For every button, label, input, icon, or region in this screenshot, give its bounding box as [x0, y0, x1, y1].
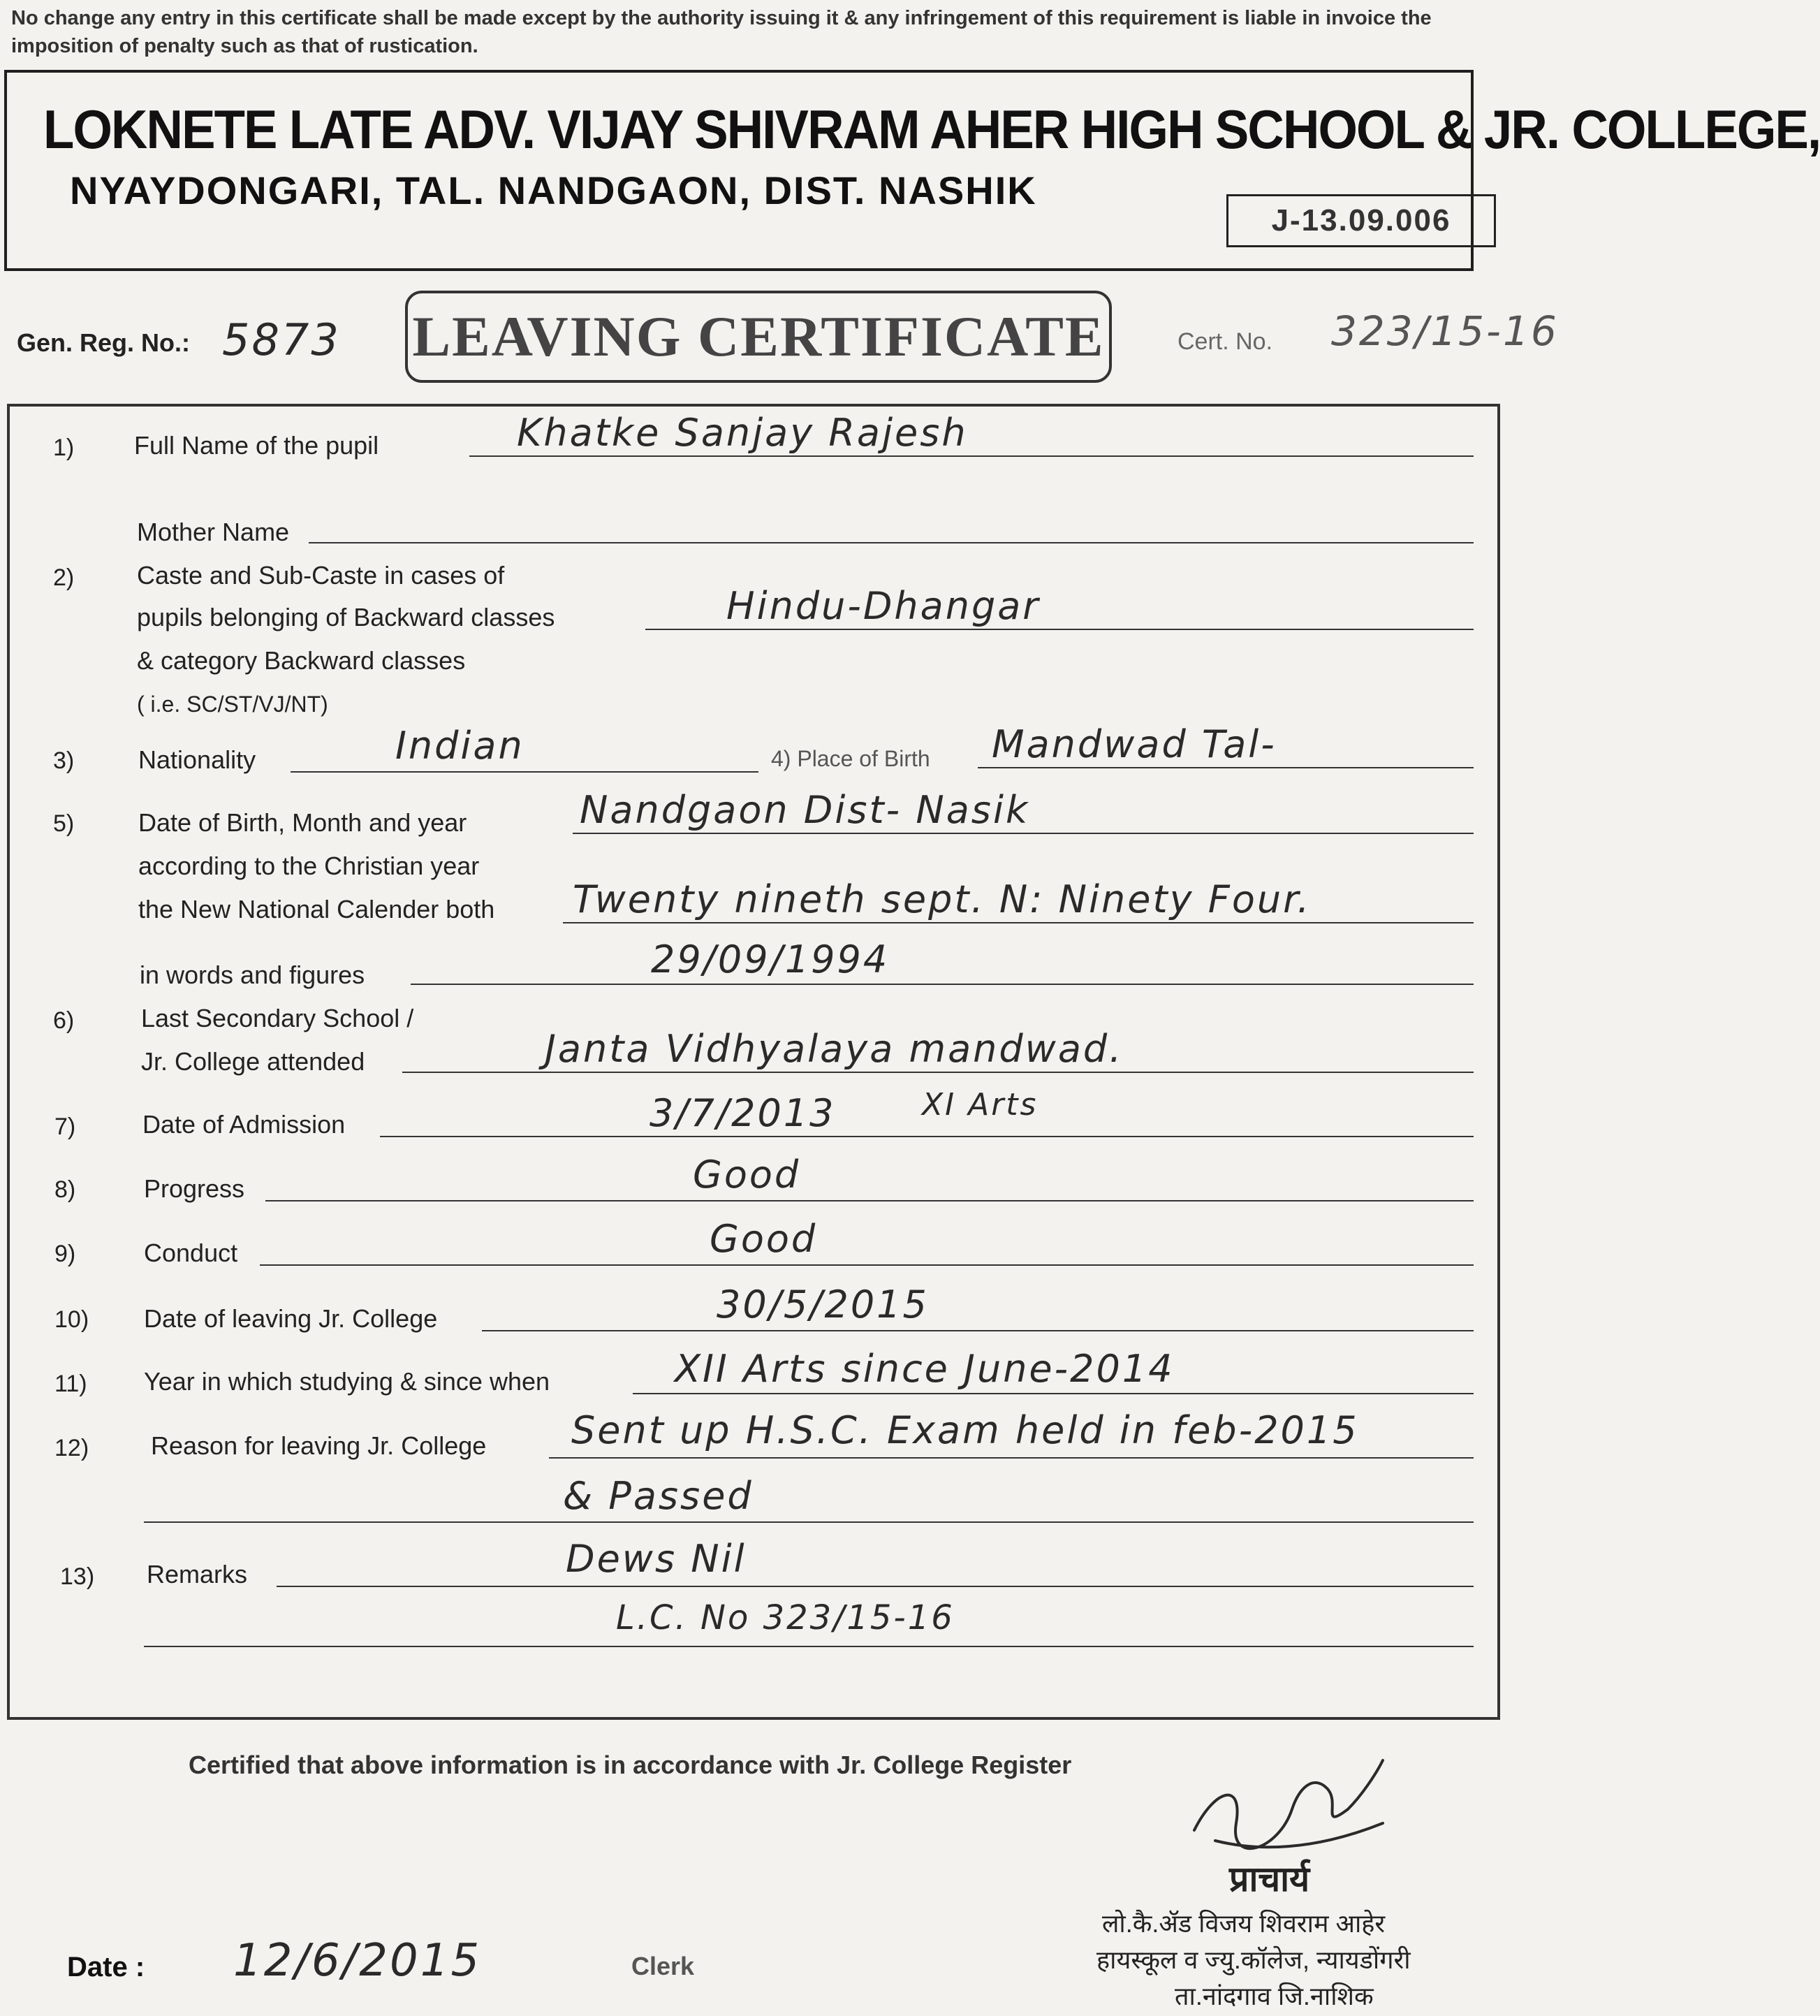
leaving-date-line [482, 1330, 1474, 1331]
field-number: 10) [54, 1306, 89, 1333]
reason-line [549, 1457, 1474, 1459]
dob-figures-value: 29/09/1994 [651, 937, 890, 981]
dob-words-line [563, 922, 1474, 923]
last-school-label-line2: Jr. College attended [141, 1047, 365, 1076]
progress-value: Good [693, 1153, 801, 1197]
dob-label-line3: the New National Calender both [138, 895, 495, 923]
field-number: 5) [53, 810, 75, 837]
field-number: 12) [54, 1435, 89, 1461]
year-studying-label: Year in which studying & since when [144, 1367, 550, 1396]
mother-name-label: Mother Name [137, 518, 290, 546]
last-school-line [402, 1072, 1474, 1073]
full-name-label: Full Name of the pupil [134, 431, 379, 460]
conduct-value: Good [710, 1217, 818, 1261]
cert-no-value: 323/15-16 [1331, 307, 1559, 355]
mother-name-line [309, 542, 1474, 543]
place-of-birth-value: Mandwad Tal- [992, 722, 1277, 766]
progress-label: Progress [144, 1174, 245, 1203]
gen-reg-value: 5873 [222, 314, 341, 365]
admission-label: Date of Admission [142, 1110, 346, 1139]
principal-signature [1173, 1746, 1404, 1865]
reason-value: Sent up H.S.C. Exam held in feb-2015 [571, 1408, 1359, 1452]
nationality-value: Indian [395, 724, 524, 768]
nationality-label: Nationality [138, 745, 256, 774]
remarks-line [277, 1586, 1474, 1587]
caste-label-line1: Caste and Sub-Caste in cases of [137, 561, 505, 590]
dob-label-line1: Date of Birth, Month and year [138, 808, 467, 837]
date-value: 12/6/2015 [233, 1935, 482, 1987]
stamp-line-3: ता.नांदगाव जि.नाशिक [1175, 1982, 1374, 2010]
field-number: 7) [54, 1113, 76, 1140]
year-studying-value: XII Arts since June-2014 [675, 1347, 1175, 1391]
leaving-date-label: Date of leaving Jr. College [144, 1304, 438, 1333]
field-number: 11) [54, 1371, 87, 1397]
stamp-title: प्राचार्य [1229, 1860, 1310, 1899]
caste-line [645, 629, 1474, 630]
cert-no-label: Cert. No. [1177, 328, 1273, 355]
date-label: Date : [67, 1952, 145, 1982]
reason-value-2: & Passed [563, 1474, 754, 1518]
place-of-birth-label: 4) Place of Birth [771, 746, 930, 771]
last-school-label-line1: Last Secondary School / [141, 1004, 414, 1032]
certificate-title: LEAVING CERTIFICATE [405, 291, 1112, 383]
field-number: 8) [54, 1176, 76, 1203]
reason-line-2 [144, 1521, 1474, 1523]
nationality-line [291, 771, 758, 773]
place-of-birth-value-2: Nandgaon Dist- Nasik [580, 788, 1030, 832]
stamp-line-2: हायस्कूल व ज्यु.कॉलेज, न्यायडोंगरी [1096, 1945, 1411, 1974]
admission-class-value: XI Arts [922, 1087, 1039, 1123]
field-number: 9) [54, 1241, 76, 1267]
year-studying-line [633, 1393, 1474, 1394]
field-number: 6) [53, 1007, 75, 1034]
conduct-label: Conduct [144, 1239, 238, 1267]
admission-date-value: 3/7/2013 [650, 1091, 836, 1135]
field-number: 13) [60, 1563, 95, 1590]
dob-figures-line [411, 984, 1474, 985]
place-of-birth-line [978, 767, 1474, 768]
dob-label-line4: in words and figures [140, 960, 365, 989]
full-name-value: Khatke Sanjay Rajesh [517, 411, 968, 455]
remarks-value: Dews Nil [566, 1537, 747, 1581]
field-number: 1) [53, 434, 75, 461]
remarks-value-2: L.C. No 323/15-16 [616, 1598, 955, 1637]
dob-label-line2: according to the Christian year [138, 852, 480, 880]
progress-line [265, 1200, 1474, 1201]
reason-label: Reason for leaving Jr. College [151, 1431, 487, 1460]
remarks-label: Remarks [147, 1560, 248, 1588]
leaving-date-value: 30/5/2015 [717, 1283, 929, 1327]
conduct-line [260, 1264, 1474, 1266]
stamp-line-1: लो.कै.ॲड विजय शिवराम आहेर [1102, 1909, 1386, 1938]
last-school-value: Janta Vidhyalaya mandwad. [545, 1027, 1124, 1071]
remarks-line-2 [144, 1646, 1474, 1647]
school-code: J-13.09.006 [1226, 194, 1496, 247]
school-address: NYAYDONGARI, TAL. NANDGAON, DIST. NASHIK [70, 168, 1037, 212]
gen-reg-label: Gen. Reg. No.: [17, 328, 191, 357]
school-name: LOKNETE LATE ADV. VIJAY SHIVRAM AHER HIGH SCHOOL & JR. COLLEGE, [43, 98, 1820, 160]
admission-line [380, 1136, 1474, 1137]
caste-label-line3: & category Backward classes [137, 646, 466, 675]
certified-statement: Certified that above information is in accordance with Jr. College Register [189, 1751, 1072, 1779]
caste-value: Hindu-Dhangar [726, 584, 1041, 628]
field-number: 2) [53, 564, 75, 591]
field-number: 3) [53, 747, 75, 774]
caste-label-line2: pupils belonging of Backward classes [137, 603, 555, 631]
full-name-line [469, 455, 1474, 457]
caste-label-line4: ( i.e. SC/ST/VJ/NT) [137, 692, 328, 717]
place-of-birth-line-2 [573, 833, 1474, 834]
notice-text: No change any entry in this certificate shall be made except by the authority issuing it & any infringement of this requirement is liable in invoice the imposition of penalty such as that of rustication. [11, 7, 1432, 57]
dob-words-value: Twenty nineth sept. N: Ninety Four. [573, 877, 1312, 921]
clerk-label: Clerk [631, 1952, 695, 1980]
